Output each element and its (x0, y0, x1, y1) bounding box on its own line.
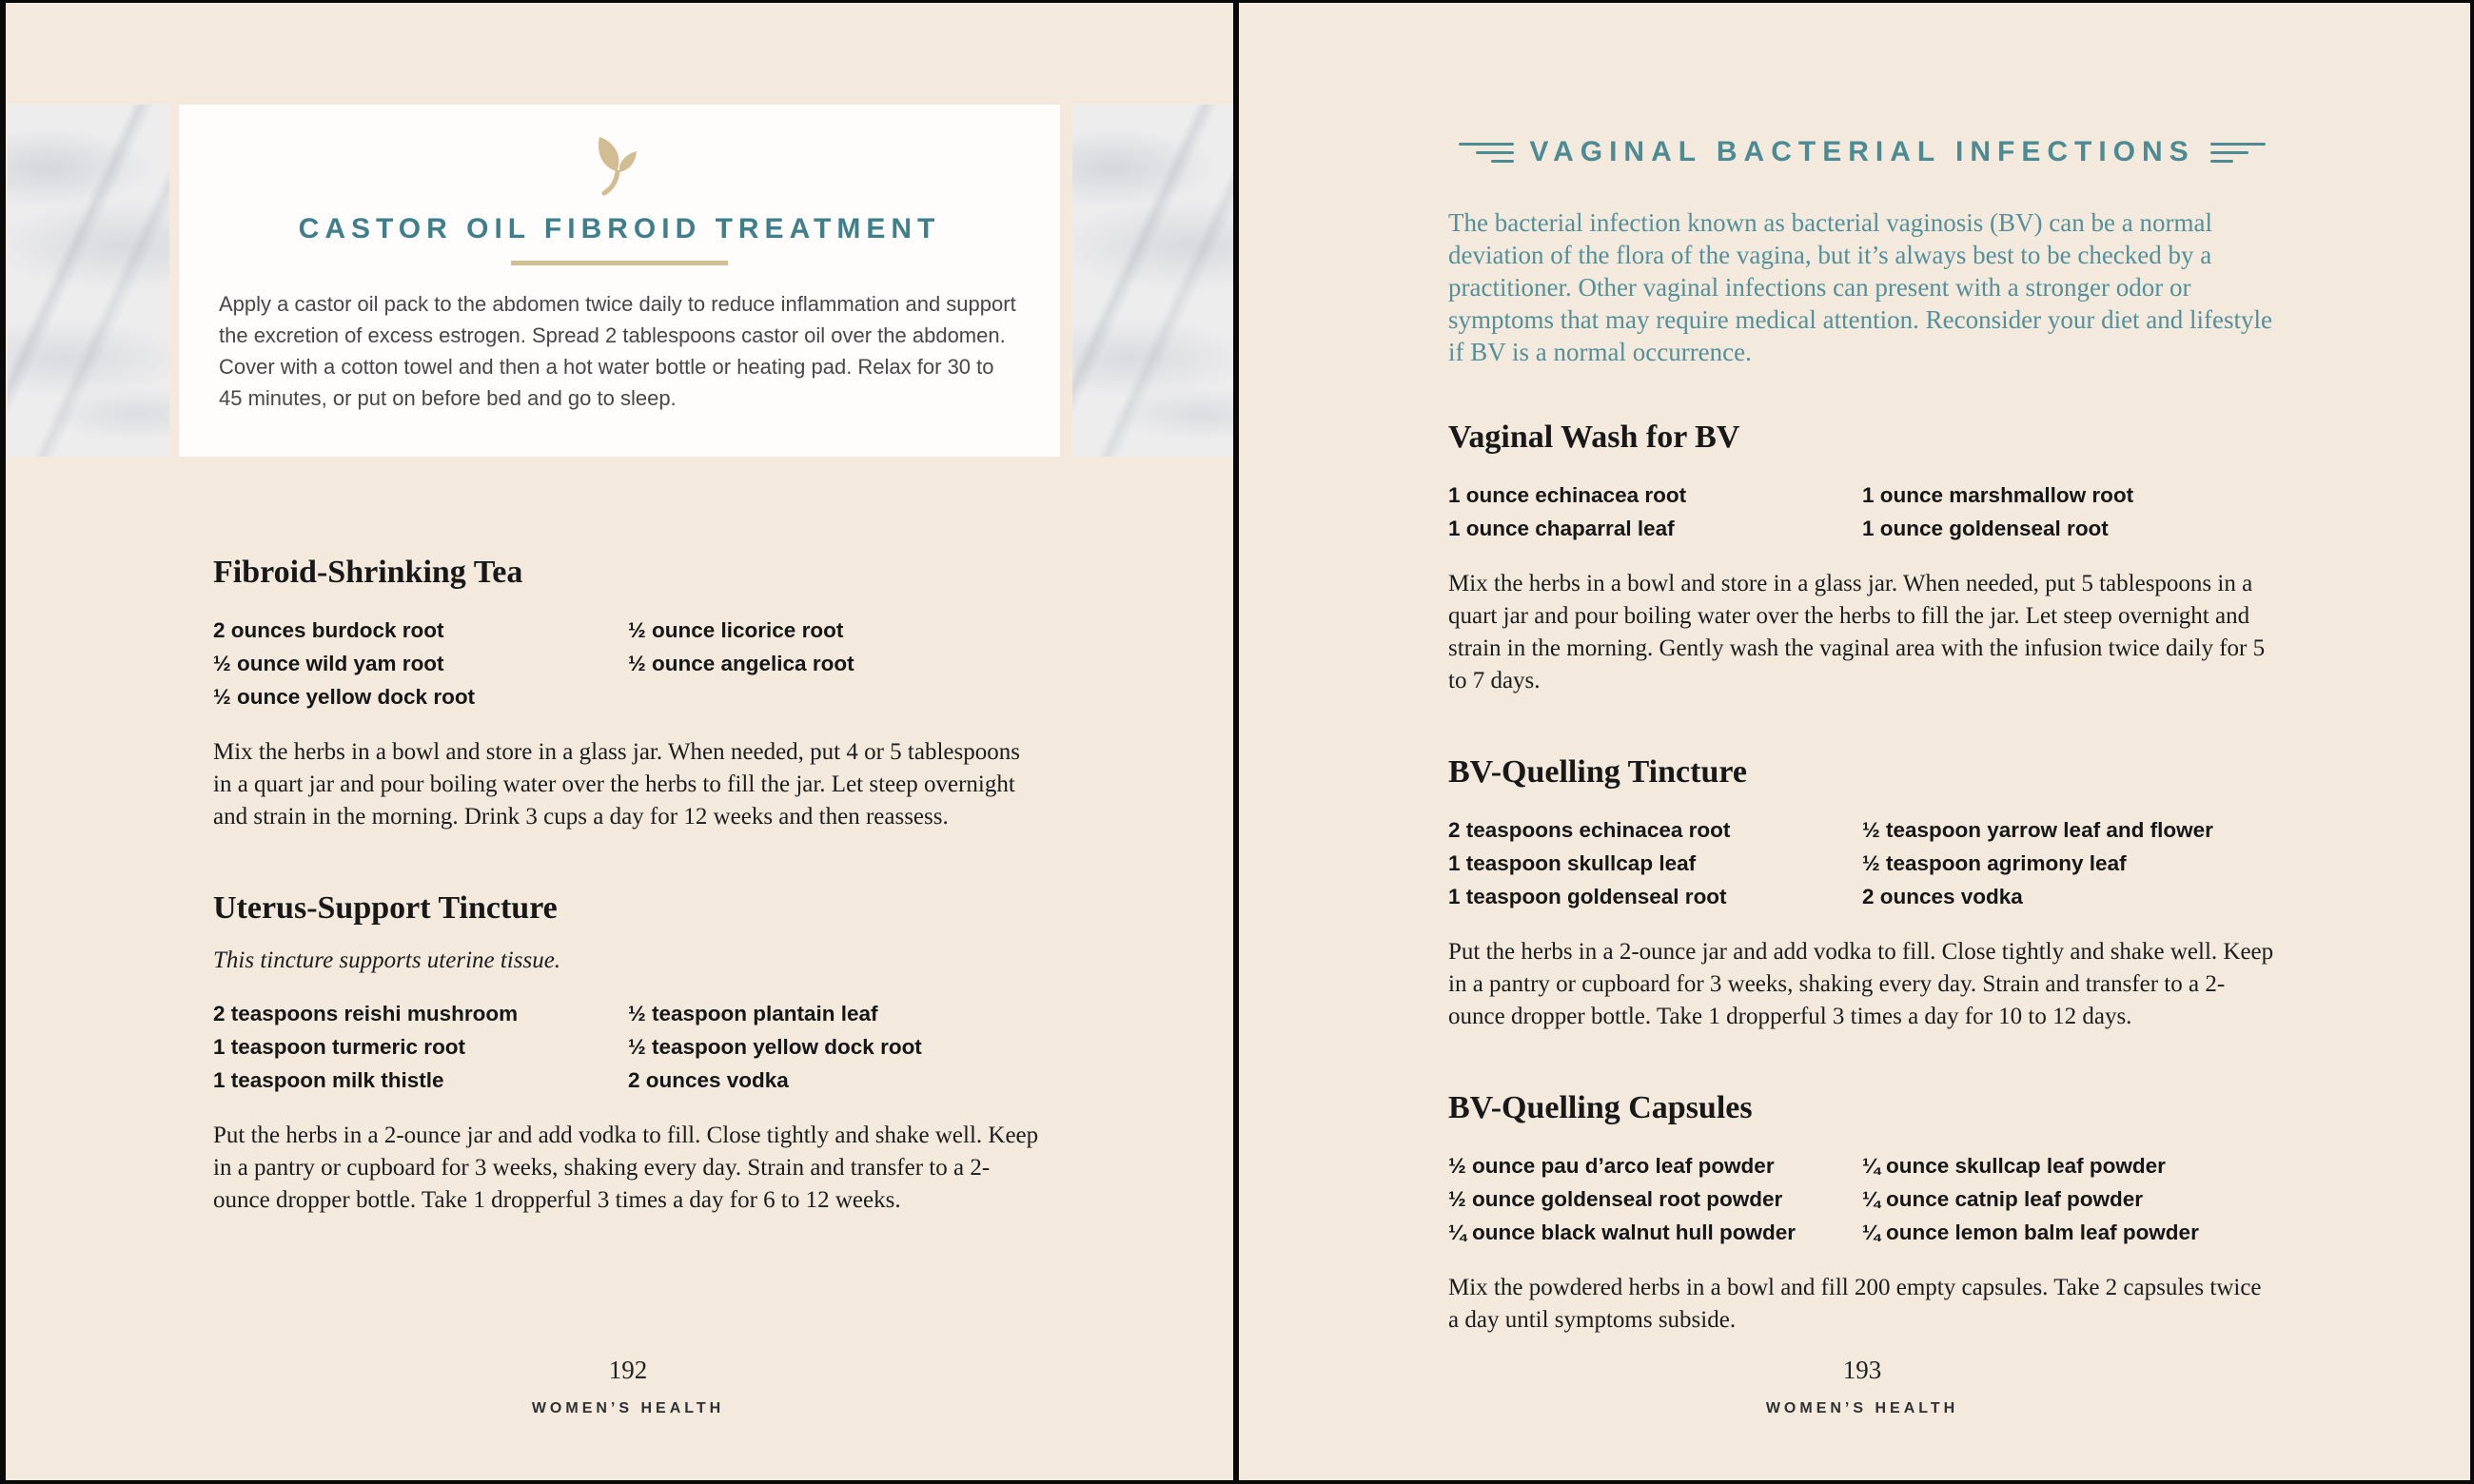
ingredient: 2 ounces vodka (628, 1068, 789, 1092)
ingredient-columns (1448, 1149, 2276, 1249)
sprig-leaf-icon (588, 129, 651, 204)
recipe-title: Uterus-Support Tincture (213, 890, 558, 926)
ingredient: 1 teaspoon milk thistle (213, 1068, 444, 1092)
recipe-instructions: Put the herbs in a 2-ounce jar and add vodka to fill. Close tightly and shake well. Keep in a pantry or cupboard for 3 weeks, shaking every day. Strain and transfer to a 2-ounce dropper bottle. Take 1 dropperful 3 times a day for 10 to 12 days. (1448, 939, 2274, 1029)
ingredient-list (1862, 813, 2276, 913)
marble-texture-photo-left (8, 105, 169, 457)
ingredient-list (1448, 478, 1862, 545)
ingredient-list (1448, 813, 1862, 913)
page-footer (213, 1356, 1043, 1417)
recipe-note: This tincture supports uterine tissue. (213, 947, 561, 973)
ingredient: ½ ounce goldenseal root powder (1448, 1187, 1783, 1211)
gold-divider (511, 261, 728, 265)
ingredient: ½ teaspoon plantain leaf (628, 1002, 878, 1025)
ingredient: 1 ounce marshmallow root (1862, 483, 2134, 507)
ingredient-list (628, 997, 1043, 1097)
ingredient: 1 ounce echinacea root (1448, 483, 1687, 507)
ingredient: ½ ounce angelica root (628, 652, 854, 675)
ingredient: ¼ ounce catnip leaf powder (1862, 1187, 2144, 1211)
ingredient-columns (213, 997, 1043, 1097)
recipe-instructions: Mix the herbs in a bowl and store in a glass jar. When needed, put 5 tablespoons in a quart jar and pour boiling water over the herbs to fill the jar. Let steep overnight and strain in the morning. Gently wash the vaginal area with the infusion twice daily for 5 to 7 days. (1448, 571, 2266, 693)
recipe-title: BV-Quelling Capsules (1448, 1090, 1753, 1125)
ingredient: ½ ounce pau d’arco leaf powder (1448, 1154, 1775, 1178)
section-title: VAGINAL BACTERIAL INFECTIONS (1529, 136, 2195, 167)
ingredient: 1 teaspoon skullcap leaf (1448, 851, 1697, 875)
ingredient: 2 ounces burdock root (213, 618, 444, 642)
speed-lines-flourish-right-icon (2210, 143, 2266, 163)
recipe-fibroid-shrinking-tea (213, 555, 1043, 833)
recipe-instructions: Mix the herbs in a bowl and store in a glass jar. When needed, put 4 or 5 tablespoons in a quart jar and pour boiling water over the herbs to fill the jar. Let steep overnight and strain in the morning. Drink 3 cups a day for 12 weeks and then reassess. (213, 739, 1020, 830)
recipe-instructions: Mix the powdered herbs in a bowl and fill 200 empty capsules. Take 2 capsules twice a day until symptoms subside. (1448, 1275, 2262, 1333)
ingredient: 1 teaspoon goldenseal root (1448, 885, 1727, 908)
recipe-title: Vaginal Wash for BV (1448, 420, 1740, 455)
ingredient-columns (1448, 813, 2276, 913)
section-heading (1448, 136, 2276, 168)
ingredient-list (213, 997, 628, 1097)
left-page (6, 3, 1233, 1480)
card-body-text: Apply a castor oil pack to the abdomen twice daily to reduce inflammation and support the excretion of excess estrogen. Spread 2 tablespoons castor oil over the abdomen. Cover with a cotton towel and then a hot water bottle or heating pad. Relax for 30 to 45 minutes, or put on before bed and go to sleep. (219, 292, 1016, 410)
ingredient-list (628, 614, 1043, 713)
treatment-card (179, 105, 1060, 457)
ingredient: ½ teaspoon yellow dock root (628, 1035, 922, 1059)
ingredient: ¼ ounce lemon balm leaf powder (1862, 1220, 2199, 1244)
intro-paragraph: The bacterial infection known as bacterial vaginosis (BV) can be a normal deviation of the flora of the vagina, but it’s always best to be checked by a practitioner. Other vaginal infections can present with a stronger odor or symptoms that may require medical attention. Reconsider your diet and lifestyle if BV is a normal occurrence. (1448, 208, 2273, 366)
ingredient-list (1862, 478, 2276, 545)
running-head: WOMEN’S HEALTH (531, 1400, 725, 1416)
speed-lines-flourish-left-icon (1459, 143, 1514, 163)
ingredient: ½ ounce wild yam root (213, 652, 444, 675)
card-title: CASTOR OIL FIBROID TREATMENT (298, 213, 941, 244)
ingredient: ½ ounce yellow dock root (213, 685, 476, 709)
recipe-bv-quelling-capsules (1448, 1090, 2276, 1337)
recipe-title: BV-Quelling Tincture (1448, 754, 1747, 790)
ingredient: 2 teaspoons echinacea root (1448, 818, 1731, 842)
ingredient: 2 teaspoons reishi mushroom (213, 1002, 519, 1025)
recipe-bv-quelling-tincture (1448, 754, 2276, 1033)
ingredient: 2 ounces vodka (1862, 885, 2023, 908)
ingredient-list (1448, 1149, 1862, 1249)
ingredient: 1 ounce chaparral leaf (1448, 517, 1675, 540)
ingredient: 1 ounce goldenseal root (1862, 517, 2109, 540)
ingredient: ½ teaspoon yarrow leaf and flower (1862, 818, 2213, 842)
recipe-vaginal-wash-for-bv (1448, 420, 2276, 697)
ingredient-columns (1448, 478, 2276, 545)
page-number: 193 (1842, 1356, 1882, 1384)
right-page-content (1448, 136, 2276, 1337)
ingredient: ½ teaspoon agrimony leaf (1862, 851, 2127, 875)
marble-texture-photo-right (1072, 105, 1233, 457)
left-page-content (213, 555, 1043, 1217)
ingredient: ¼ ounce black walnut hull powder (1448, 1220, 1797, 1244)
ingredient-list (1862, 1149, 2276, 1249)
ingredient: ¼ ounce skullcap leaf powder (1862, 1154, 2166, 1178)
running-head: WOMEN’S HEALTH (1765, 1400, 1959, 1416)
ingredient: 1 teaspoon turmeric root (213, 1035, 466, 1059)
ingredient-columns (213, 614, 1043, 713)
recipe-instructions: Put the herbs in a 2-ounce jar and add vodka to fill. Close tightly and shake well. Keep in a pantry or cupboard for 3 weeks, shaking every day. Strain and transfer to a 2-ounce dropper bottle. Take 1 dropperful 3 times a day for 6 to 12 weeks. (213, 1123, 1039, 1213)
ingredient-list (213, 614, 628, 713)
page-number: 192 (608, 1356, 648, 1384)
recipe-title: Fibroid-Shrinking Tea (213, 555, 523, 590)
ingredient: ½ ounce licorice root (628, 618, 844, 642)
right-page (1239, 3, 2470, 1480)
page-footer (1448, 1356, 2276, 1417)
recipe-uterus-support-tincture (213, 890, 1043, 1217)
